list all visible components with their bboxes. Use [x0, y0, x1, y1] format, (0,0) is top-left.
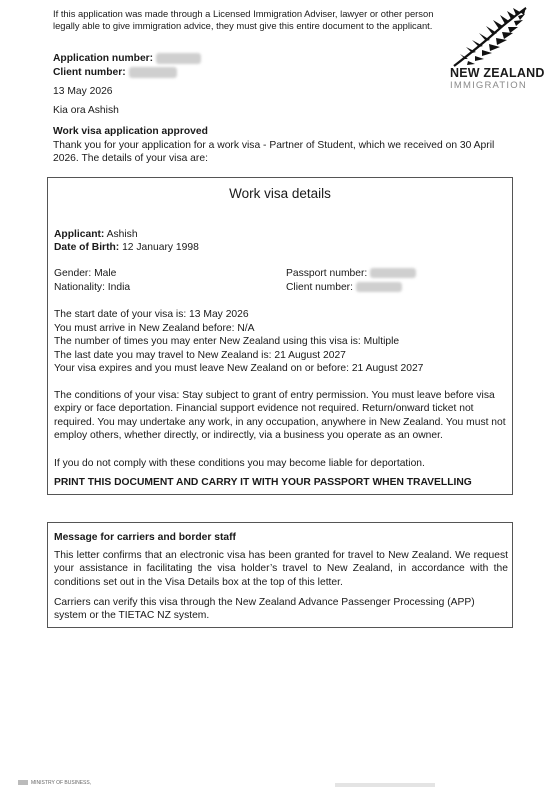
- ministry-icon: [18, 780, 28, 785]
- passport-number: [286, 267, 416, 280]
- print-notice: PRINT THIS DOCUMENT AND CARRY IT WITH YOUR PASSPORT WHEN TRAVELLING: [54, 477, 472, 488]
- redacted-passport-number: [370, 268, 416, 278]
- greeting: Kia ora Ashish: [53, 105, 119, 116]
- arrive-before: You must arrive in New Zealand before: N/A: [54, 323, 255, 334]
- application-number: [53, 52, 201, 65]
- ministry-text: MINISTRY OF BUSINESS,: [31, 780, 92, 786]
- redacted-client-number: [129, 67, 177, 78]
- client-number-label: Client number:: [53, 67, 126, 78]
- ministry-footer: [18, 780, 91, 786]
- applicant-label: Applicant:: [54, 229, 105, 240]
- client-number: [53, 66, 177, 79]
- logo-title: NEW ZEALAND: [450, 66, 545, 80]
- passport-label: Passport number:: [286, 268, 368, 279]
- applicant-line: [54, 228, 138, 241]
- visa-details-title: Work visa details: [229, 186, 331, 201]
- visa-client-number: [286, 281, 402, 294]
- logo-subtitle: IMMIGRATION: [450, 80, 527, 91]
- application-number-label: Application number:: [53, 53, 154, 64]
- redacted-visa-client-number: [356, 282, 402, 292]
- expiry-date: Your visa expires and you must leave New Zealand on or before: 21 August 2027: [54, 363, 424, 374]
- gender: Gender: Male: [54, 268, 117, 279]
- visa-details-box: [47, 177, 513, 495]
- carriers-paragraph-1: This letter confirms that an electronic visa has been granted for travel to New Zealand. We request your assistance in facilitating the visa holder’s travel to New Zealand, in accordance with the conditions set out in the Visa Details box at the top of this letter.: [54, 550, 508, 588]
- applicant-value: Ashish: [104, 229, 138, 240]
- footer-reference: [335, 783, 435, 787]
- carriers-title: Message for carriers and border staff: [54, 532, 236, 543]
- adviser-notice: If this application was made through a Licensed Immigration Adviser, lawyer or other person legally able to give immigration advice, they must give this entire document to the applicant.: [53, 8, 434, 31]
- nz-immigration-logo: [450, 6, 545, 98]
- last-travel-date: The last date you may travel to New Zealand is: 21 August 2027: [54, 350, 346, 361]
- dob-value: 12 January 1998: [119, 242, 199, 253]
- nationality: Nationality: India: [54, 282, 131, 293]
- letter-date: 13 May 2026: [53, 86, 113, 97]
- deportation-warning: If you do not comply with these conditions you may become liable for deportation.: [54, 458, 425, 469]
- carriers-box: [47, 522, 513, 628]
- dob-label: Date of Birth:: [54, 242, 120, 253]
- entries-allowed: The number of times you may enter New Zealand using this visa is: Multiple: [54, 336, 400, 347]
- dob-line: [54, 241, 199, 254]
- silver-fern-icon: [450, 6, 530, 68]
- carriers-paragraph-2: Carriers can verify this visa through the New Zealand Advance Passenger Processing (APP) system or the TIETAC NZ system.: [54, 597, 475, 622]
- subject-heading: Work visa application approved: [53, 126, 208, 137]
- redacted-application-number: [156, 53, 201, 64]
- visa-client-label: Client number:: [286, 282, 353, 293]
- intro-paragraph: Thank you for your application for a work visa - Partner of Student, which we received on 30 April 2026. The details of your visa are:: [53, 140, 495, 165]
- start-date: The start date of your visa is: 13 May 2026: [54, 309, 249, 320]
- visa-conditions: The conditions of your visa: Stay subject to grant of entry permission. You must leave before visa expiry or face deportation. Financial support evidence not required. Return/onward ticket not required. You may undertake any work, in any occupation, anywhere in New Zealand. You must not employ others, whether directly, or indirectly, via a business you operate as an owner.: [54, 390, 506, 441]
